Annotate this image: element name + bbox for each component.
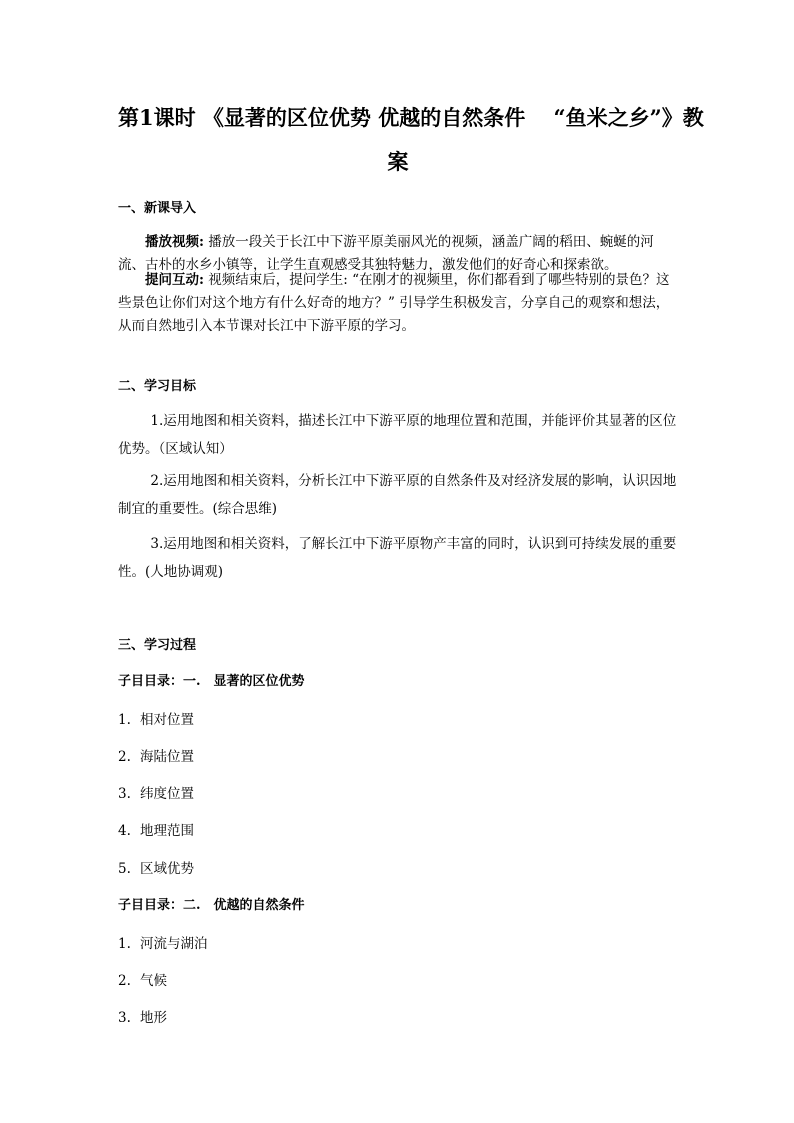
list-item-text: 河流与湖泊: [140, 936, 208, 952]
list-item: [118, 782, 194, 802]
list-item: [118, 745, 194, 765]
section-3-heading: 三、学习过程: [118, 638, 197, 653]
document-title: [118, 96, 704, 184]
goal-2: 2.运用地图和相关资料，分析长江中下游平原的自然条件及对经济发展的影响，认识因地制宜的重要性。(综合思维): [118, 473, 677, 517]
video-text: 播放一段关于长江中下游平原美丽风光的视频，涵盖广阔的稻田、蜿蜒的河流、古朴的水乡小镇等，让学生直观感受其独特魅力，激发他们的好奇心和探索欲。: [118, 234, 654, 273]
list-item: [118, 932, 208, 952]
list-item-number: 5.: [118, 861, 131, 877]
title-line-2: 案: [387, 149, 409, 174]
list-item-text: 区域优势: [140, 861, 194, 877]
list-item-text: 地理范围: [140, 823, 194, 839]
sub-heading-1: 子目目录：一. 显著的区位优势: [118, 674, 305, 689]
list-item-number: 2.: [118, 749, 131, 765]
list-item-number: 1.: [118, 936, 131, 952]
goal-1: 1.运用地图和相关资料，描述长江中下游平原的地理位置和范围，并能评价其显著的区位优势。（区域认知）: [118, 413, 677, 457]
question-label: 提问互动:: [145, 272, 204, 288]
question-text: 视频结束后，提问学生: “在刚才的视频里，你们都看到了哪些特别的景色？这些景色让你们对这个地方有什么好奇的地方？” 引导学生积极发言，分享自己的观察和想法，从而自然地引入本节课对长江中下游平原的学习。: [118, 272, 670, 334]
video-label: 播放视频:: [145, 234, 204, 250]
list-item-number: 3.: [118, 1010, 131, 1026]
list-item-text: 海陆位置: [140, 749, 194, 765]
list-item-text: 气候: [140, 973, 167, 989]
list-item-text: 纬度位置: [140, 786, 194, 802]
title-line-1: 第1课时 《显著的区位优势 优越的自然条件 “鱼米之乡”》教: [118, 105, 704, 130]
section-2-heading: 二、学习目标: [118, 379, 197, 394]
list-item-number: 2.: [118, 973, 131, 989]
list-item: [118, 819, 194, 839]
goal-3: 3.运用地图和相关资料，了解长江中下游平原物产丰富的同时，认识到可持续发展的重要性。(人地协调观): [118, 536, 677, 580]
intro-paragraph-question: [118, 269, 678, 338]
list-item: [118, 1006, 167, 1026]
sub-heading-2: 子目目录：二. 优越的自然条件: [118, 898, 305, 913]
list-item: [118, 969, 167, 989]
list-item: [118, 857, 194, 877]
list-item-number: 3.: [118, 786, 131, 802]
list-item-text: 相对位置: [140, 712, 194, 728]
list-item-number: 1.: [118, 712, 131, 728]
list-item: [118, 708, 194, 728]
list-item-number: 4.: [118, 823, 131, 839]
list-item-text: 地形: [140, 1010, 167, 1026]
section-1-heading: 一、新课导入: [118, 201, 197, 216]
